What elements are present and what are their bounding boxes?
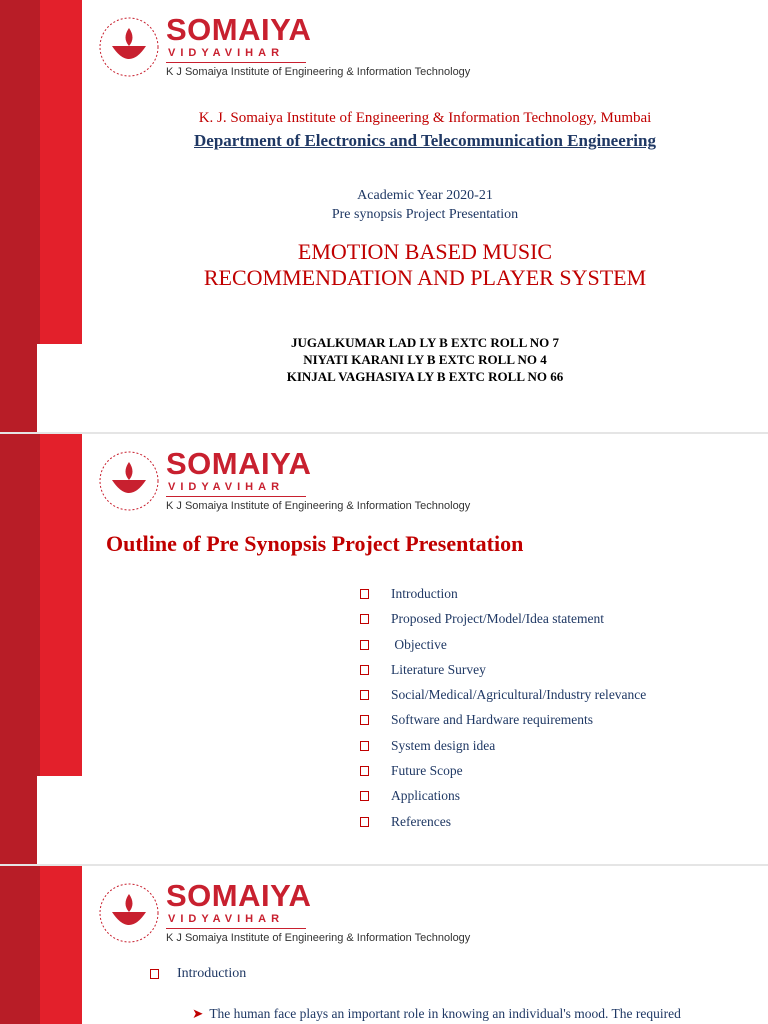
logo-institute: K J Somaiya Institute of Engineering & Information Technology (166, 500, 471, 512)
logo-name: SOMAIYA (166, 446, 312, 481)
slide-outline (0, 434, 768, 864)
list-item: Proposed Project/Model/Idea statement (356, 611, 646, 636)
list-item: Social/Medical/Agricultural/Industry relevance (356, 687, 646, 712)
square-bullet-icon (360, 589, 369, 599)
list-item: Applications (356, 788, 646, 813)
logo-sub: VIDYAVIHAR (168, 913, 285, 925)
list-item: Introduction (356, 586, 646, 611)
square-bullet-icon (360, 690, 369, 700)
logo-divider (166, 496, 306, 497)
introduction-heading: Introduction (150, 966, 246, 982)
somaiya-emblem-icon (98, 882, 160, 944)
logo-sub: VIDYAVIHAR (168, 47, 285, 59)
square-bullet-icon (360, 614, 369, 624)
list-item: Literature Survey (356, 662, 646, 687)
project-title-line2: RECOMMENDATION AND PLAYER SYSTEM (203, 265, 647, 290)
outline-list (356, 586, 646, 839)
list-item: System design idea (356, 738, 646, 763)
somaiya-logo (98, 14, 508, 94)
author-2: NIYATI KARANI LY B EXTC ROLL NO 4 (303, 352, 547, 367)
somaiya-emblem-icon (98, 16, 160, 78)
square-bullet-icon (360, 715, 369, 725)
logo-sub: VIDYAVIHAR (168, 481, 285, 493)
somaiya-emblem-icon (98, 450, 160, 512)
square-bullet-icon (360, 640, 369, 650)
author-1: JUGALKUMAR LAD LY B EXTC ROLL NO 7 (290, 335, 560, 350)
band-cutout (37, 344, 82, 432)
list-item: Future Scope (356, 763, 646, 788)
square-bullet-icon (360, 766, 369, 776)
logo-divider (166, 928, 306, 929)
logo-name: SOMAIYA (166, 12, 312, 47)
logo-divider (166, 62, 306, 63)
slide-title (0, 0, 768, 432)
square-bullet-icon (360, 741, 369, 751)
arrow-bullet-icon: ➤ (192, 1006, 204, 1021)
department-name: Department of Electronics and Telecommunication Engineering (194, 131, 656, 150)
square-bullet-icon (360, 817, 369, 827)
list-item: References (356, 814, 646, 839)
square-bullet-icon (360, 665, 369, 675)
band-cutout (37, 776, 82, 864)
logo-institute: K J Somaiya Institute of Engineering & Information Technology (166, 932, 471, 944)
logo-name: SOMAIYA (166, 878, 312, 913)
institute-name: K. J. Somaiya Institute of Engineering & Information Technology, Mumbai (198, 110, 652, 126)
list-item: Objective (356, 637, 646, 662)
somaiya-logo (98, 448, 508, 528)
slide-introduction (0, 866, 768, 1024)
introduction-text: ➤ The human face plays an important role in knowing an individual's mood. The required (192, 1006, 681, 1021)
author-3: KINJAL VAGHASIYA LY B EXTC ROLL NO 66 (286, 369, 564, 384)
outline-title: Outline of Pre Synopsis Project Presentation (106, 531, 524, 556)
side-band (0, 866, 82, 1024)
project-title-line1: EMOTION BASED MUSIC (297, 239, 553, 264)
academic-year: Academic Year 2020-21 (357, 188, 493, 203)
somaiya-logo (98, 880, 508, 960)
square-bullet-icon (360, 791, 369, 801)
presentation-type: Pre synopsis Project Presentation (331, 207, 519, 222)
list-item: Software and Hardware requirements (356, 712, 646, 737)
logo-institute: K J Somaiya Institute of Engineering & Information Technology (166, 66, 471, 78)
square-bullet-icon (150, 969, 159, 979)
